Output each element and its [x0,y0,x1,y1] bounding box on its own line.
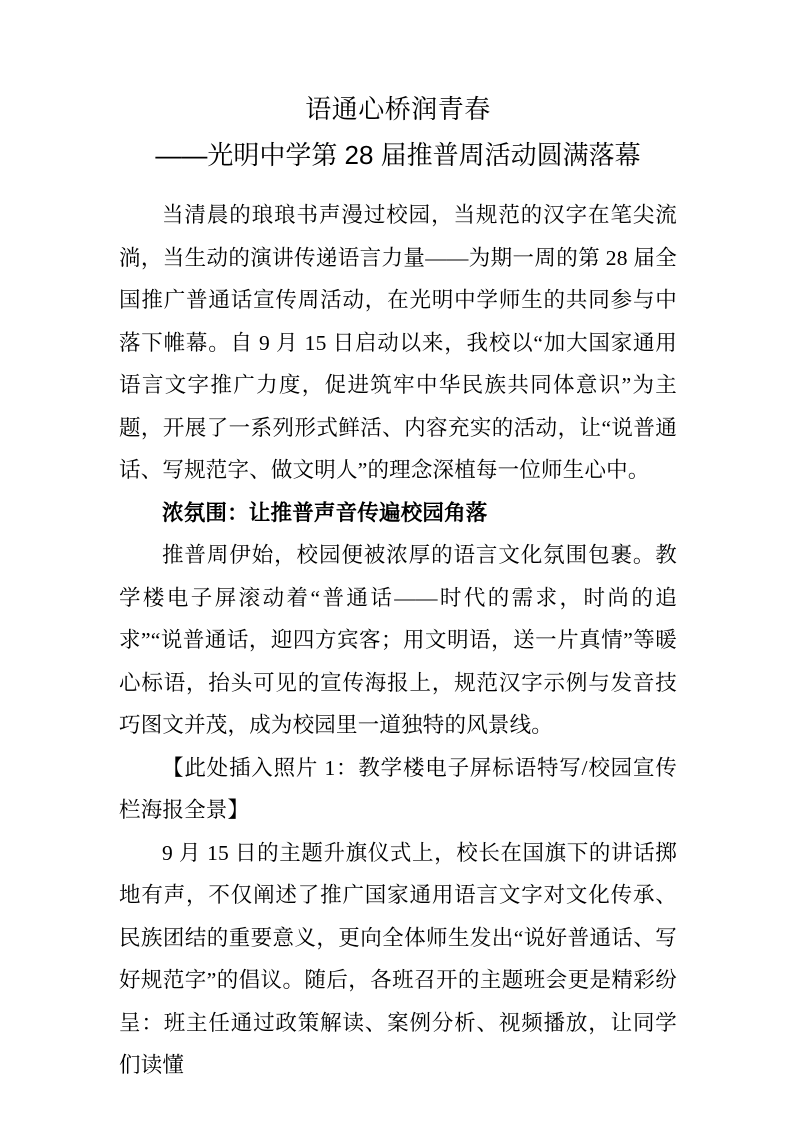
paragraph-section-1-body-2: 9 月 15 日的主题升旗仪式上，校长在国旗下的讲话掷地有声，不仅阐述了推广国家通用语言文字对文化传承、民族团结的重要意义，更向全体师生发出“说好普通话、写好规范字”的倡议。随后，各班召开的主题班会更是精彩纷呈：班主任通过政策解读、案例分析、视频播放，让同学们读懂 [119,840,677,1077]
title-line-subtitle: ——光明中学第 28 届推普周活动圆满落幕 [155,140,641,170]
photo-placeholder-1: 【此处插入照片 1：教学楼电子屏标语特写/校园宣传栏海报全景】 [119,755,677,822]
page-title [119,86,677,178]
document-content [119,86,677,1087]
section-heading-1: 浓氛围：让推普声音传遍校园角落 [162,500,488,525]
title-line-main: 语通心桥润青春 [305,94,491,124]
paragraph-intro: 当清晨的琅琅书声漫过校园，当规范的汉字在笔尖流淌，当生动的演讲传递语言力量——为期一周的第 28 届全国推广普通话宣传周活动，在光明中学师生的共同参与中落下帷幕。自 9 月 15 日启动以来，我校以“加大国家通用语言文字推广力度，促进筑牢中华民族共同体意识”为主题，开展了一系列形式鲜活、内容充实的活动，让“说普通话、写规范字、做文明人”的理念深植每一位师生心中。 [119,203,677,482]
paragraph-section-1-body: 推普周伊始，校园便被浓厚的语言文化氛围包裹。教学楼电子屏滚动着“普通话——时代的需求，时尚的追求”“说普通话，迎四方宾客；用文明语，送一片真情”等暖心标语，抬头可见的宣传海报上，规范汉字示例与发音技巧图文并茂，成为校园里一道独特的风景线。 [119,543,677,737]
